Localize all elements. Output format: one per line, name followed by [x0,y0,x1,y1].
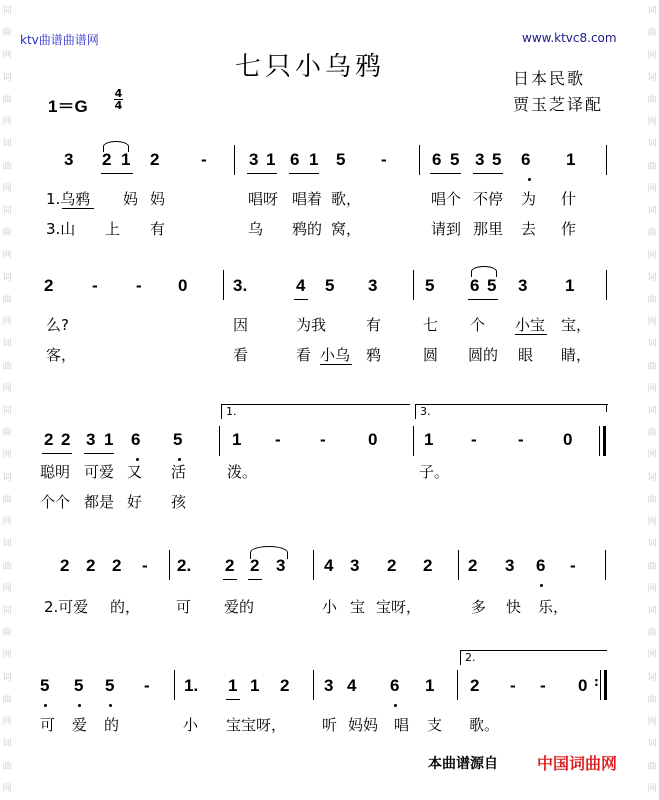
note: 6 [390,676,400,695]
lyric: 有 [150,220,166,238]
note: 6 [521,150,531,169]
note: 3 [518,276,528,295]
note: 5 [325,276,335,295]
lyric: 可 [40,716,56,734]
note: - [320,430,326,449]
lyric: 孩 [171,493,187,511]
note: 6 [290,150,300,169]
beam [468,299,498,300]
watermark-char: 网 [647,583,657,594]
watermark-char: 网 [647,183,657,194]
lyric-underline [62,208,94,209]
watermark-char: 曲 [2,161,12,172]
watermark-char: 曲 [647,628,657,639]
watermark-char: 词 [647,739,657,750]
watermark-char: 曲 [647,361,657,372]
note: 2 [102,150,112,169]
watermark-char: 曲 [2,294,12,305]
octave-dot [540,584,543,587]
beam [248,579,262,580]
lyric: 唱呀 [248,190,279,208]
note: 2 [44,276,54,295]
watermark-char: 网 [2,517,12,528]
watermark-char: 词 [2,539,12,550]
watermark-char: 词 [647,339,657,350]
watermark-char: 曲 [647,694,657,705]
watermark-char: 词 [647,72,657,83]
lyric: 泼。 [227,463,258,481]
note: 2 [150,150,160,169]
watermark-char: 词 [647,6,657,17]
watermark-char: 网 [2,250,12,261]
watermark-char: 词 [2,272,12,283]
lyric: 请到 [431,220,462,238]
note: 2 [423,556,433,575]
note: 1 [121,150,131,169]
watermark-char: 网 [2,717,12,728]
lyric: 个 [470,316,486,334]
watermark-char: 词 [2,72,12,83]
note: 2 [44,430,54,449]
watermark-char: 网 [2,783,12,794]
beam [247,173,277,174]
watermark-char: 网 [647,717,657,728]
note: 3 [350,556,360,575]
watermark-char: 词 [647,539,657,550]
lyric: 上 [105,220,121,238]
lyric: 妈 [150,190,166,208]
watermark-char: 网 [2,450,12,461]
watermark-char: 曲 [647,294,657,305]
volta-bracket-1: 1. [221,404,410,419]
note: 2 [250,556,260,575]
note: 1 [424,430,434,449]
barline [457,670,458,700]
lyric: 么? [46,316,69,334]
watermark-char: 曲 [2,361,12,372]
lyric: 去 [521,220,537,238]
note: 2 [468,556,478,575]
lyric: 看 [233,346,249,364]
lyric: 聪明 [40,463,71,481]
watermark-char: 网 [647,250,657,261]
watermark-char: 词 [2,139,12,150]
note: - [136,276,142,295]
note: 6 [432,150,442,169]
note: - [142,556,148,575]
note: - [144,676,150,695]
lyric: 客， [46,346,77,364]
time-signature: 4 4 [114,87,123,112]
lyric: 小 [322,598,338,616]
lyric: 鸦 [366,346,382,364]
note: 1 [232,430,242,449]
song-title: 七只小乌鸦 [235,52,386,82]
note: 4 [347,676,357,695]
note: 3 [368,276,378,295]
watermark-char: 词 [647,472,657,483]
lyric: 为 [521,190,537,208]
watermark-char: 词 [647,206,657,217]
lyric: 什 [561,190,577,208]
barline [605,550,606,580]
watermark-char: 曲 [2,428,12,439]
slur [471,266,497,277]
lyric: 乐， [538,598,569,616]
barline [174,670,175,700]
note: 5 [487,276,497,295]
note: 1 [266,150,276,169]
volta-end [606,404,607,412]
lyric: 爱 [72,716,88,734]
note: 3. [233,276,248,295]
slur [250,546,288,559]
watermark-char: 词 [2,672,12,683]
lyric: 七 [423,316,439,334]
lyric: 活 [171,463,187,481]
lyric: 不停 [473,190,504,208]
watermark-char: 词 [647,406,657,417]
barline [606,270,607,300]
note: 1. [184,676,199,695]
watermark-char: 网 [647,650,657,661]
watermark-char: 词 [2,206,12,217]
watermark-char: 词 [2,739,12,750]
note: 4 [324,556,334,575]
barline [313,550,314,580]
lyric: 宝宝呀， [226,716,287,734]
volta-bracket-3: 3. [415,404,608,419]
lyric: 有 [366,316,382,334]
lyric: 个个 [40,493,71,511]
lyric: 乌 [248,220,264,238]
note: 5 [74,676,84,695]
watermark-char: 网 [647,50,657,61]
note: 1 [425,676,435,695]
note: 3 [276,556,286,575]
lyric: 宝 [350,598,366,616]
note: 5 [492,150,502,169]
lyric: 多 [471,598,487,616]
watermark-char: 词 [647,272,657,283]
watermark-char: 网 [2,117,12,128]
beam [289,173,319,174]
watermark-char: 网 [2,50,12,61]
lyric: 唱个 [431,190,462,208]
lyric: 爱的 [224,598,255,616]
octave-dot [109,704,112,707]
note: - [518,430,524,449]
lyric: 宝， [561,316,592,334]
lyric: 小 [183,716,199,734]
watermark-char: 词 [647,606,657,617]
watermark-char: 词 [647,139,657,150]
lyric: 2.可爱 [44,598,89,616]
note: - [510,676,516,695]
watermark-char: 曲 [647,428,657,439]
note: 2 [387,556,397,575]
beam [223,579,237,580]
watermark-char: 曲 [647,228,657,239]
lyric: 妈 [123,190,139,208]
lyric: 的 [104,716,120,734]
watermark-char: 曲 [2,494,12,505]
watermark-char: 网 [2,317,12,328]
watermark-char: 网 [647,383,657,394]
note: 2 [86,556,96,575]
barline [419,145,420,175]
lyric: 为我 [296,316,327,334]
watermark-char: 网 [2,583,12,594]
watermark-char: 曲 [2,94,12,105]
lyric: 唱 [394,716,410,734]
lyric: 的， [110,598,141,616]
lyric: 妈妈 [348,716,379,734]
barline [413,426,414,456]
note: 5 [425,276,435,295]
slur [103,141,129,152]
watermark-char: 网 [647,450,657,461]
note: 2 [280,676,290,695]
volta-bracket-2: 2. [460,650,607,665]
barline [313,670,314,700]
watermark-char: 曲 [2,228,12,239]
note: 3 [64,150,74,169]
lyric: 听 [322,716,338,734]
note: 2 [112,556,122,575]
lyric: 小乌 [320,346,351,364]
watermark-char: 曲 [647,161,657,172]
barline [169,550,170,580]
note: - [275,430,281,449]
barline [223,270,224,300]
octave-dot [44,704,47,707]
watermark-char: 曲 [647,28,657,39]
note: 5 [173,430,183,449]
watermark-char: 网 [2,183,12,194]
watermark-char: 词 [2,6,12,17]
note: - [570,556,576,575]
barline [234,145,235,175]
note: 1 [565,276,575,295]
lyric: 圆 [423,346,439,364]
lyric: 那里 [473,220,504,238]
lyric-underline [320,364,352,365]
lyric: 支 [427,716,443,734]
note: 5 [450,150,460,169]
watermark-char: 网 [647,517,657,528]
lyric: 圆的 [468,346,499,364]
lyric: 宝呀， [376,598,422,616]
octave-dot [78,704,81,707]
note: 5 [105,676,115,695]
beam [430,173,461,174]
note: 0 [563,430,573,449]
note: 1 [250,676,260,695]
lyric: 可爱 [84,463,115,481]
barline [413,270,414,300]
final-barline-thick [604,670,607,700]
note: 3 [86,430,96,449]
lyric: 作 [561,220,577,238]
watermark-char: 网 [647,117,657,128]
note: 2. [177,556,192,575]
lyric: 3.山 [46,220,76,238]
song-arranger: 贾玉芝译配 [513,95,604,114]
note: 1 [228,676,238,695]
note: 3 [475,150,485,169]
barline [458,550,459,580]
lyric: 歌， [331,190,362,208]
site-label-right[interactable]: www.ktvc8.com [522,31,617,45]
watermark-char: 曲 [2,561,12,572]
note: 5 [336,150,346,169]
watermark-char: 网 [2,383,12,394]
note: 4 [296,276,306,295]
note: 2 [61,430,71,449]
note: 1 [104,430,114,449]
lyric: 因 [233,316,249,334]
watermark-char: 曲 [647,561,657,572]
final-barline-thin [600,670,601,700]
lyric: 都是 [84,493,115,511]
beam [226,699,240,700]
lyric: 好 [127,493,143,511]
watermark-char: 曲 [2,761,12,772]
note: - [92,276,98,295]
note: 6 [536,556,546,575]
lyric: 可 [176,598,192,616]
note: 0 [178,276,188,295]
note: - [381,150,387,169]
octave-dot [528,178,531,181]
source-site-link[interactable]: 中国词曲网 [537,754,618,773]
lyric: 歌。 [469,716,500,734]
lyric: 子。 [419,463,450,481]
note: 6 [131,430,141,449]
lyric: 窝， [331,220,362,238]
watermark-char: 曲 [647,494,657,505]
lyric: 1.乌鸦 [46,190,91,208]
watermark-char: 曲 [647,761,657,772]
note: 3 [324,676,334,695]
beam [84,453,114,454]
note: - [540,676,546,695]
beam [101,173,133,174]
beam [294,299,308,300]
watermark-char: 曲 [647,94,657,105]
lyric: 看 [296,346,312,364]
lyric: 睛， [561,346,592,364]
key-signature: 1＝G [48,97,88,116]
barline [606,145,607,175]
watermark-char: 曲 [2,628,12,639]
beam [473,173,503,174]
site-label-left[interactable]: ktv曲谱曲谱网 [20,33,99,47]
watermark-char: 网 [2,650,12,661]
octave-dot [394,704,397,707]
note: 2 [470,676,480,695]
lyric: 鸦的 [292,220,323,238]
barline [219,426,220,456]
watermark-char: 词 [2,472,12,483]
note: 5 [40,676,50,695]
lyric: 唱着 [292,190,323,208]
lyric: 快 [506,598,522,616]
note: 2 [225,556,235,575]
watermark-char: 词 [2,406,12,417]
note: - [201,150,207,169]
note: - [471,430,477,449]
watermark-char: 词 [2,339,12,350]
watermark-char: 曲 [2,694,12,705]
watermark-char: 网 [647,317,657,328]
lyric: 眼 [518,346,534,364]
lyric: 又 [127,463,143,481]
final-barline-thin [599,426,600,456]
song-origin: 日本民歌 [513,69,586,88]
watermark-char: 曲 [2,28,12,39]
note: 1 [309,150,319,169]
note: 0 [368,430,378,449]
beam [42,453,72,454]
note: 0 [578,676,588,695]
watermark-char: 词 [2,606,12,617]
note: 3 [505,556,515,575]
watermark-char: 网 [647,783,657,794]
note: 6 [470,276,480,295]
lyric: 小宝 [515,316,546,334]
watermark-char: 词 [647,672,657,683]
note: 2 [60,556,70,575]
source-label: 本曲谱源自 [428,756,498,772]
final-barline-thick [603,426,606,456]
repeat-dots: : [594,675,599,689]
lyric-underline [515,334,547,335]
note: 3 [249,150,259,169]
note: 1 [566,150,576,169]
